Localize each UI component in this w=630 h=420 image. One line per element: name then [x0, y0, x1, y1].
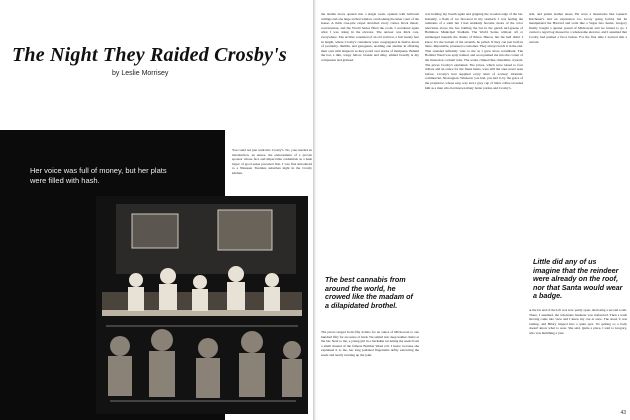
pull-quote-left: The best cannabis from around the world, he crowed like the madam of a dilapidated brothel.	[325, 275, 413, 310]
column-3-lower-text: at the far end of the loft was now partly open, disclosing a second room. There, I assumed, the wholesale business was transacted. Then a trash moving came into view and I knew my cue at once. The street it was raining, and Hilary tripped into a quiet spot. It's getting so a body doesn't know what to wear. She said. Quite a place, I said to Gregory, who was humming a jazz.	[529, 308, 627, 335]
left-body-text: You could not just walk into Crosby's. No, your needed an introduction, an entree, the endorsement of a proven sponsor whose face and impeccable credentials as a hash buyer of good sense preceded first. I was first introduced to a Nineteen Twenties suburban night in the Crosby kitchen.	[232, 148, 312, 175]
title-band	[0, 0, 315, 130]
intro-quote: Her voice was full of money, but her plats were filled with hash.	[30, 166, 167, 185]
article-title: The Night They Raided Crosby's	[12, 44, 287, 66]
column-1-text: the double doors opened into a single room, opulent with ballroom ceilings and one huge arched window overlooking the inner court of the house. A thick rose-pile carpet stretched every corner. Rock music, conversation, and the World Series filled the room. I wondered again what I was doing in the elevator. The answer was thick cars, everywhere. The archive consisted of an old wall bar, a full twenty feet in length, where Crosby's customers were congregated in festive knots of jocularity, thumbs, and gasogenes, nodding one another in affairing their own with languour as they pored over stacks of marijuana. Behind the bar, a thin, wispy fellow, blonde and silky, smiled broadly at my companion and grinned.	[321, 12, 419, 62]
column-3-text: arm, and patent leather shoes. He wore a moustache like General Kitchener's and an expression too Gooty going forbid, but he manipulated the Harvard and scale like a Vegas faro dealer. Gregory finally bought a quarter pound of Michoacan and we turned to go. I carried a regal bag dressed in a wholesome elevator, and I assumed that Crosby had pushed a floor button. For the first time I noticed that a curtain	[529, 12, 627, 44]
pull-quote-right: Little did any of us imagine that the reindeer were already on the roof, nor that Santa would wear a badge.	[533, 257, 623, 301]
column-2-text: was holding my breath again and gripping the wooden edge of the bar. Instantly, a flash of ice flowered in my stomach. I was feeling the remnants of a saint but I had suddenly become aware of the color television above the bar, battling the bar in the garish turf-greens of Baltimore Municipal Stadium. The World Series without off or submerged beneath the chants of Prince Hanon, but the hell didn't I know. It's the bottom of the seventh, he yelled. If they can just hold in there. Impossible, protested a customer. They always botch it in the end. This sounded infinitely wise to me as I grew more recumbent. The Bomber Weed was aptly named, and soon pushed me into the corner of the mastodon cocktail tube. The scales clinked like chandelier crystals. The prices Crosby's explained. The prices, which were raised to four dollars and an ounce for the finest hauls, were still the ones never seen before. Crosby's had supplied every kind of ecstasy; Oriental, commercial, Nicaraguan. Whatever you had, you had it, by the grace of the proprietor, whose easy way and a grey cup of bitter coffee revealed him as a man who had known many better parties and Crosby's.	[425, 12, 523, 90]
byline: by Leslie Morrisey	[112, 70, 169, 77]
column-1-lower-text: The prices ranged from fifty dollars for an ounce of Michoacan to one hundred fifty for an ounce of hash. We settled into deep leather chairs at the bar. Next to me, a young girl in a buckskin sat letting the seeds from a small mound of the famous Bomber Weed roll. I knew, because she explained it to me, her long polished fingernails deftly extracting the seeds and neatly twisting up the joint.	[321, 330, 419, 357]
right-page	[317, 0, 630, 420]
party-illustration	[96, 196, 308, 414]
page-number: 43	[620, 410, 626, 416]
